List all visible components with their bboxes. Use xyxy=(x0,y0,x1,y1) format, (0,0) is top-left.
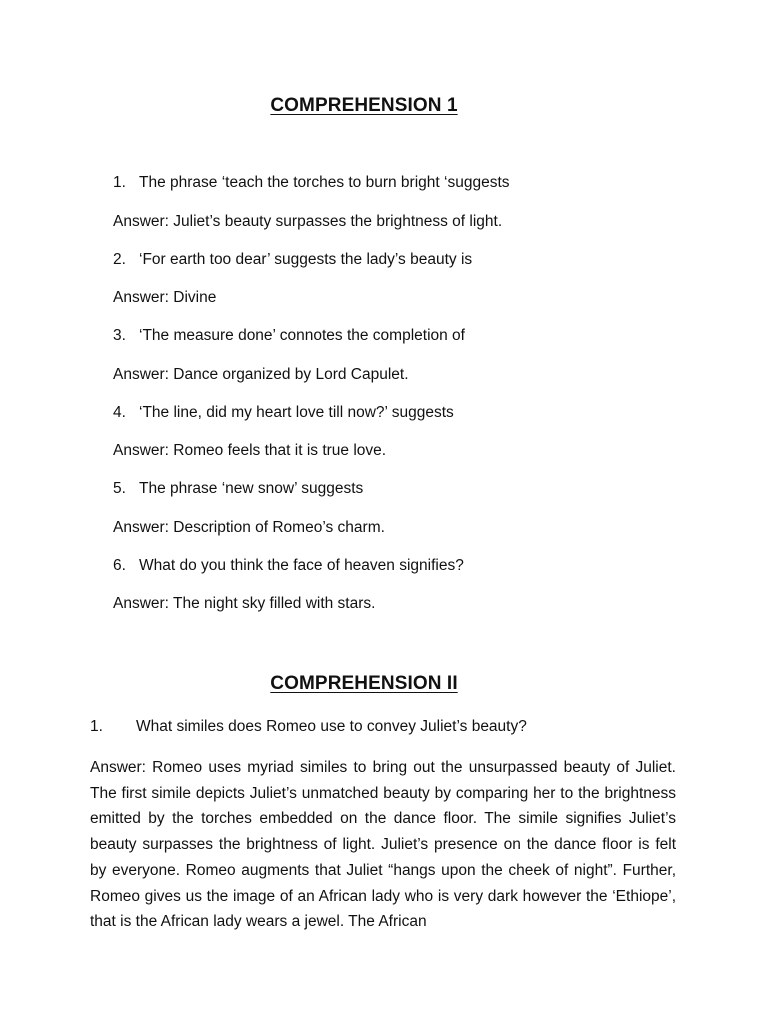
answer-2: Answer: Divine xyxy=(113,289,217,306)
question-text: ‘The measure done’ connotes the completion of xyxy=(139,327,465,344)
question-number: 2. xyxy=(113,251,126,268)
answer-6: Answer: The night sky filled with stars. xyxy=(113,595,376,612)
answer-1: Answer: Juliet’s beauty surpasses the brightness of light. xyxy=(113,213,503,230)
question-text: ‘The line, did my heart love till now?’ suggests xyxy=(139,404,454,421)
question-text: What do you think the face of heaven signifies? xyxy=(139,557,464,574)
question-1 xyxy=(113,173,510,193)
question-number: 6. xyxy=(113,557,126,574)
section-2-title: COMPREHENSION II xyxy=(270,673,458,694)
question-5 xyxy=(113,479,363,499)
answer-5: Answer: Description of Romeo’s charm. xyxy=(113,519,385,536)
section-2-question xyxy=(90,717,527,737)
question-text: The phrase ‘teach the torches to burn bright ‘suggests xyxy=(139,174,510,191)
question-3 xyxy=(113,326,465,346)
question-number: 1. xyxy=(113,174,126,191)
question-text: ‘For earth too dear’ suggests the lady’s beauty is xyxy=(139,251,473,268)
question-number: 3. xyxy=(113,327,126,344)
question-number: 4. xyxy=(113,404,126,421)
section-2-answer-paragraph: Answer: Romeo uses myriad similes to bring out the unsurpassed beauty of Juliet. The first simile depicts Juliet’s unmatched beauty by comparing her to the brightness emitted by the torches embedded on the dance floor. The simile signifies Juliet’s beauty surpasses the brightness of light. Juliet’s presence on the dance floor is felt by everyone. Romeo augments that Juliet “hangs upon the cheek of night”. Further, Romeo gives us the image of an African lady who is very dark however the ‘Ethiope’, that is the African lady wears a jewel. The African xyxy=(90,759,676,931)
question-text: What similes does Romeo use to convey Juliet’s beauty? xyxy=(136,718,527,735)
question-2 xyxy=(113,250,472,270)
answer-4: Answer: Romeo feels that it is true love. xyxy=(113,442,387,459)
question-number: 5. xyxy=(113,480,126,497)
question-number: 1. xyxy=(90,718,103,735)
question-4 xyxy=(113,403,454,423)
question-6 xyxy=(113,556,464,576)
section-1-title: COMPREHENSION 1 xyxy=(270,95,458,116)
question-text: The phrase ‘new snow’ suggests xyxy=(139,480,364,497)
answer-3: Answer: Dance organized by Lord Capulet. xyxy=(113,366,409,383)
